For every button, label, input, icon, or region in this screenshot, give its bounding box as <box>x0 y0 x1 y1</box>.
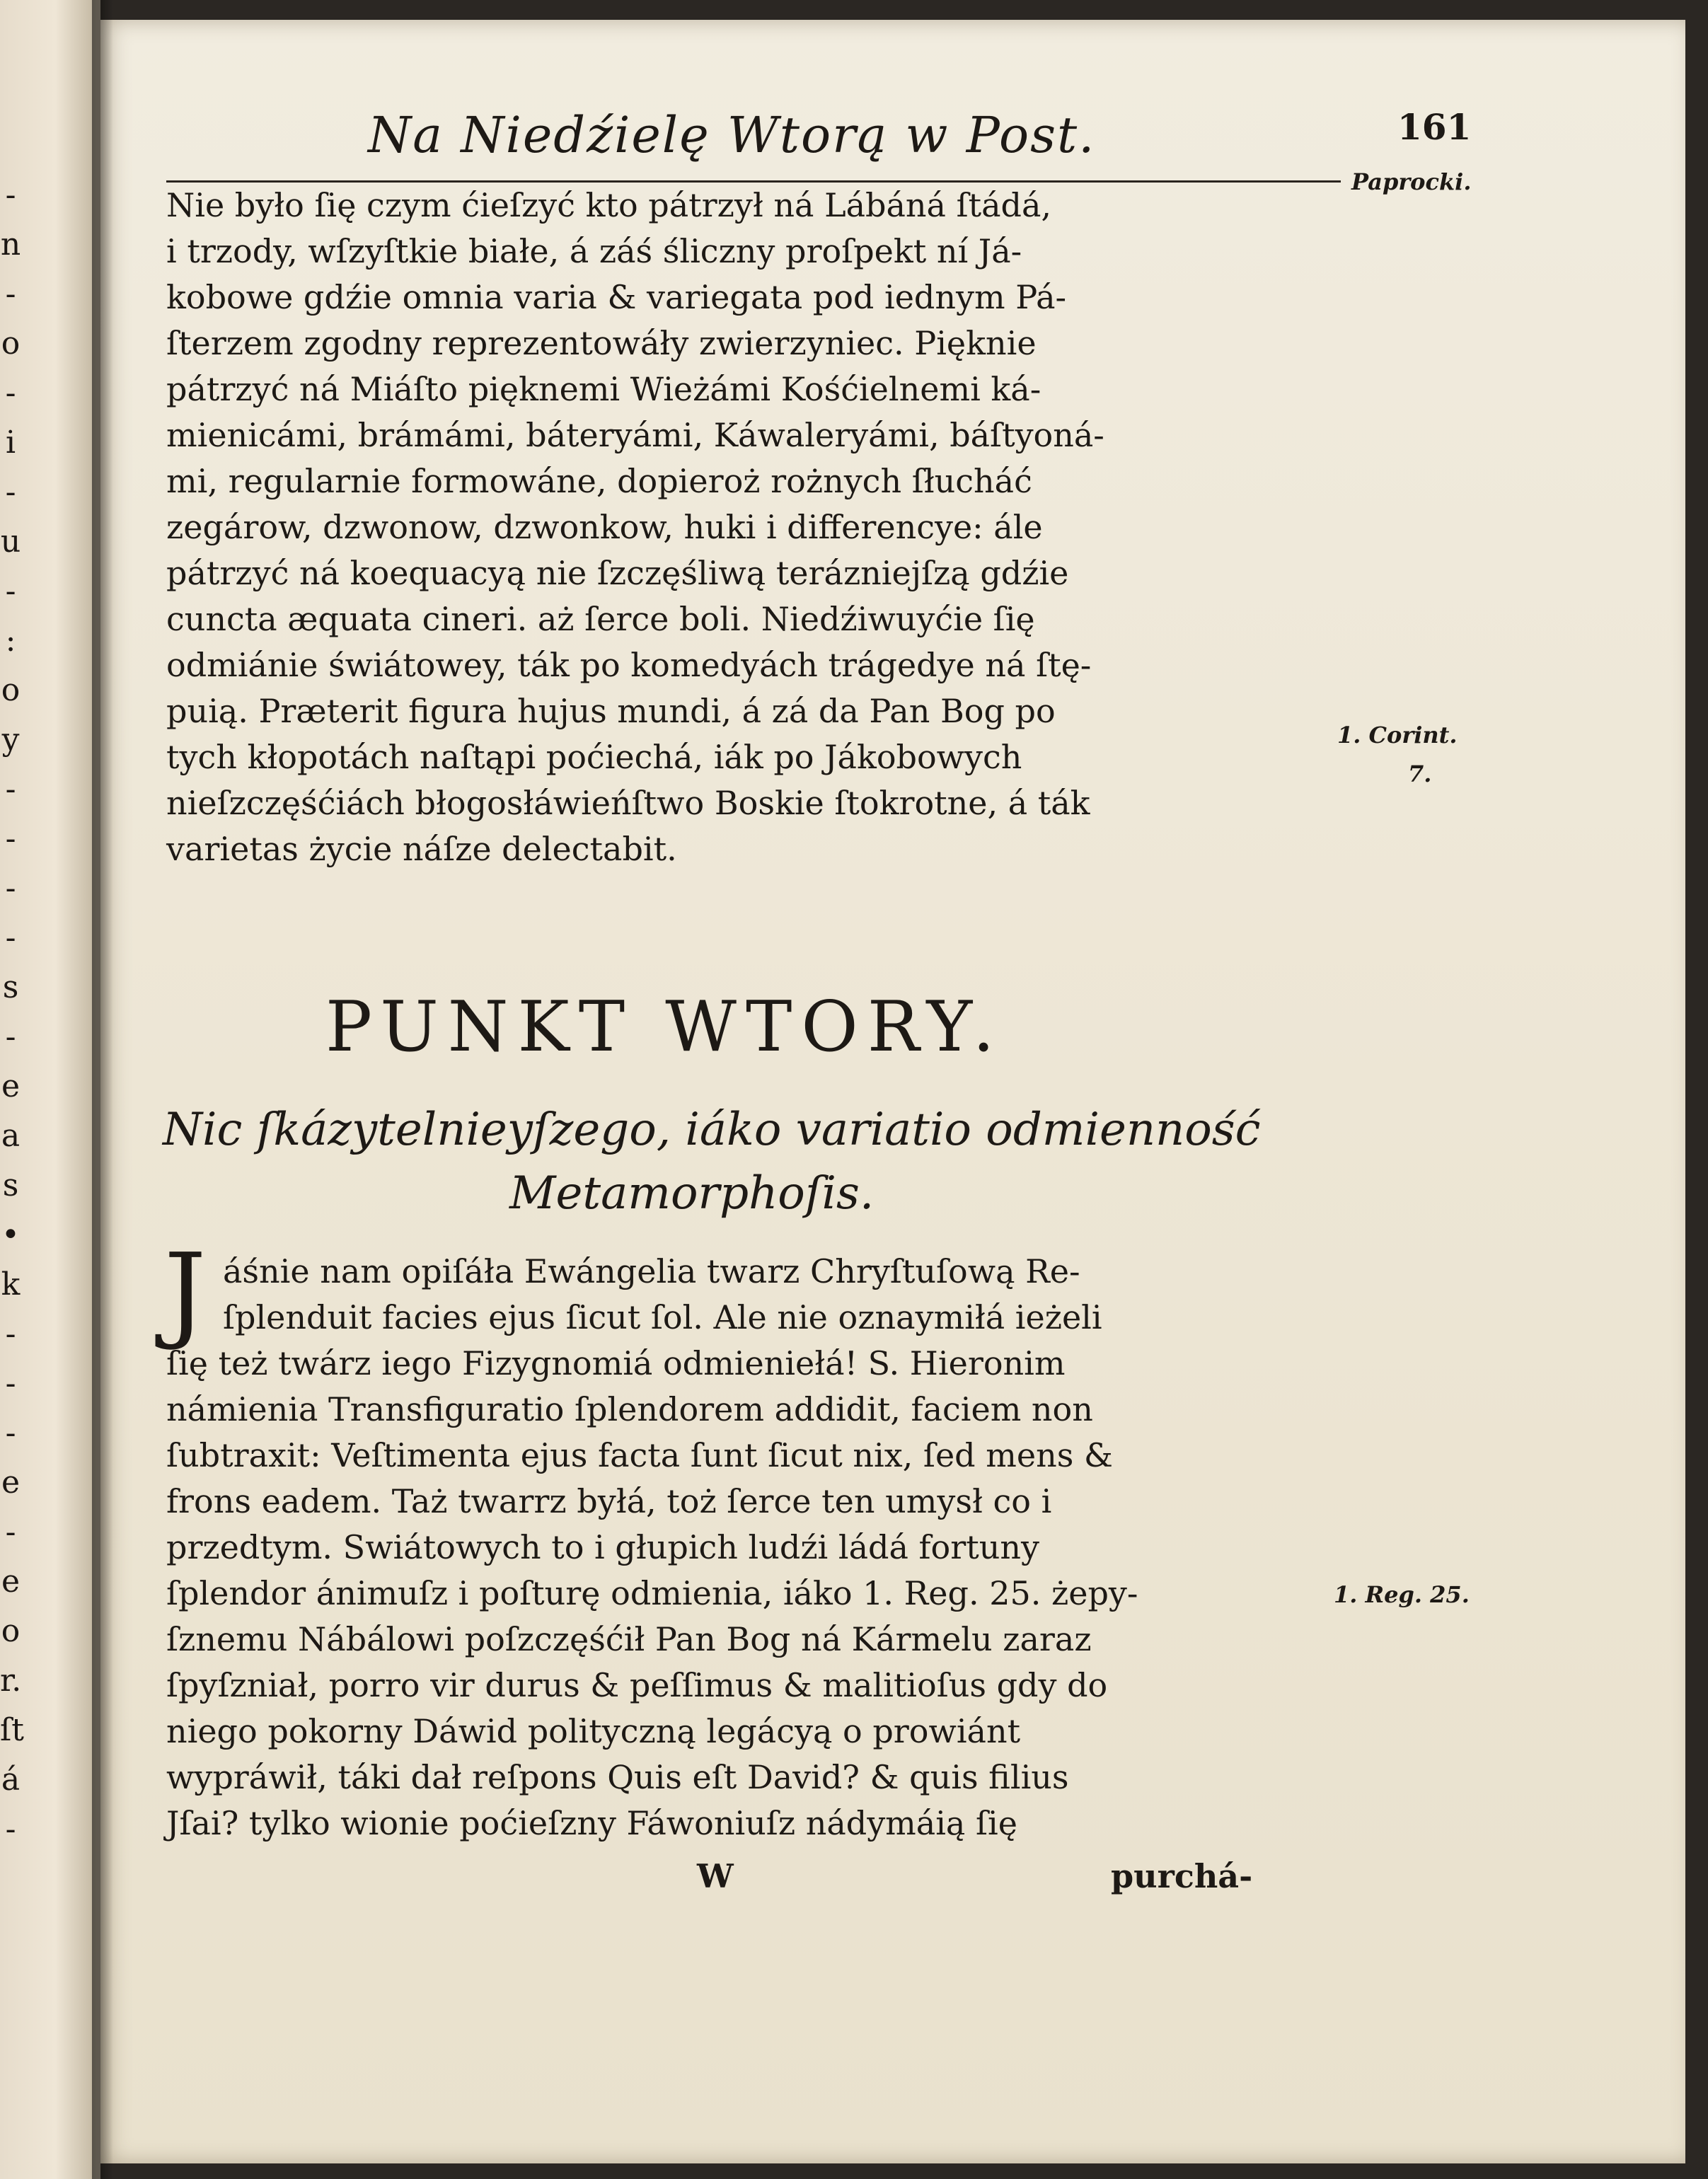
text-line: ſterzem zgodny reprezentowáły zwierzyniec. Pięknie <box>166 324 1037 362</box>
text-line: tych kłopotách naſtąpi poćiechá, iák po Jákobowych <box>166 738 1022 776</box>
text-line: puią. Præterit figura hujus mundi, á zá da Pan Bog po <box>166 692 1056 730</box>
text-line: ſplenduit facies ejus ſicut ſol. Ale nie oznaymiłá ieżeli <box>223 1298 1102 1336</box>
text-line: frons eadem. Taż twarrz byłá, toż ſerce ten umysł co i <box>166 1482 1052 1520</box>
facing-char: s <box>2 1167 19 1203</box>
paragraph-two <box>166 1249 1330 1846</box>
facing-char: - <box>5 474 16 510</box>
facing-char: - <box>5 920 16 956</box>
text-line: cuncta æquata cineri. aż ſerce boli. Niedźiwuyćie ſię <box>166 600 1035 638</box>
paragraph-one <box>166 183 1330 872</box>
facing-char: i <box>5 424 16 461</box>
spine-shadow <box>92 0 113 2179</box>
facing-char: o <box>1 1613 21 1649</box>
facing-char: - <box>5 1316 16 1352</box>
facing-char: s <box>2 969 19 1005</box>
text-line: ſubtraxit: Veſtimenta ejus facta ſunt ſicut nix, ſed mens & <box>166 1436 1113 1474</box>
drop-cap: J <box>164 1231 207 1353</box>
signature-mark: W <box>697 1857 734 1895</box>
catchword: purchá- <box>1111 1857 1253 1895</box>
text-line: ſię też twárz iego Fizygnomiá odmieniełá! S. Hieronim <box>166 1344 1066 1382</box>
facing-char: e <box>1 1464 21 1501</box>
facing-char: - <box>5 1514 16 1550</box>
facing-char: o <box>1 325 21 362</box>
text-line: mi, regularnie formowáne, dopieroż rożnych ſłucháć <box>166 462 1032 500</box>
section-subtitle-line2: Metamorphoſis. <box>509 1167 875 1220</box>
facing-char: • <box>1 1217 20 1253</box>
text-line: Nie było ſię czym ćieſzyć kto pátrzył ná Lábáná ſtádá, <box>166 186 1052 224</box>
facing-char: ſt <box>0 1712 24 1748</box>
section-subtitle-line1: Nic ſkázytelnieyſzego, iáko variatio odmienność <box>163 1104 1261 1156</box>
page-number: 161 <box>1397 106 1472 148</box>
text-line: ſznemu Nábálowi poſzczęśćił Pan Bog ná Kármelu zaraz <box>166 1620 1092 1658</box>
margin-note-paprocki: Paprocki. <box>1351 168 1472 195</box>
text-line: zegárow, dzwonow, dzwonkow, huki i differencye: ále <box>166 508 1043 546</box>
facing-char: - <box>5 573 16 609</box>
margin-note-corinthians: 1. Corint. <box>1337 722 1458 749</box>
facing-char: - <box>5 771 16 807</box>
facing-page-edge <box>0 0 100 2179</box>
facing-char: - <box>5 1019 16 1055</box>
facing-char: n <box>0 226 21 262</box>
text-line: pátrzyć ná Miáſto pięknemi Wieżámi Kośćielnemi ká- <box>166 370 1041 408</box>
facing-char: r. <box>0 1663 22 1699</box>
facing-char: - <box>5 870 16 906</box>
facing-char: - <box>5 177 16 213</box>
section-heading: PUNKT WTORY. <box>325 987 1004 1068</box>
facing-char: y <box>1 722 20 758</box>
facing-char: - <box>5 1415 16 1451</box>
margin-note-kings: 1. Reg. 25. <box>1334 1581 1470 1608</box>
text-line: przedtym. Swiátowych to i głupich ludźi ládá fortuny <box>166 1528 1039 1566</box>
facing-char: á <box>1 1762 21 1798</box>
facing-char: a <box>1 1118 21 1154</box>
margin-note-corinthians-verse: 7. <box>1408 761 1432 787</box>
facing-char: u <box>0 524 21 560</box>
facing-char: : <box>5 623 16 659</box>
text-line: ſplendor ánimuſz i poſturę odmienia, iáko 1. Reg. 25. żepy- <box>166 1574 1138 1612</box>
facing-char: e <box>1 1564 21 1600</box>
text-line: odmiánie świátowey, ták po komedyách trágedye ná ſtę- <box>166 646 1092 684</box>
text-line: niego pokorny Dáwid polityczną legácyą o prowiánt <box>166 1712 1021 1750</box>
text-line: nieſzczęśćiách błogosłáwieńſtwo Boskie ſtokrotne, á ták <box>166 784 1090 822</box>
facing-char: k <box>1 1266 21 1302</box>
facing-char: - <box>5 1365 16 1401</box>
text-line: mienicámi, brámámi, báteryámi, Káwaleryámi, báſtyoná- <box>166 416 1104 454</box>
text-line: wypráwił, táki dał reſpons Quis eſt David? & quis filius <box>166 1758 1069 1796</box>
text-line: i trzody, wſzyſtkie białe, á záś śliczny proſpekt ní Já- <box>166 232 1022 270</box>
text-line: ſpyſzniał, porro vir durus & peſſimus & malitioſus gdy do <box>166 1666 1108 1704</box>
text-line: varietas życie náſze delectabit. <box>166 830 677 868</box>
facing-char: o <box>1 672 21 708</box>
text-line: kobowe gdźie omnia varia & variegata pod iednym Pá- <box>166 278 1067 316</box>
text-line: áśnie nam opiſáła Ewángelia twarz Chryſtuſową Re- <box>223 1252 1080 1290</box>
running-title: Na Niedźielę Wtorą w Post. <box>368 106 1096 164</box>
facing-char: - <box>5 1811 16 1847</box>
facing-char: e <box>1 1068 21 1104</box>
text-line: Jſai? tylko wionie poćieſzny Fáwoniuſz nádymáią ſię <box>166 1804 1017 1842</box>
text-line: námienia Transfiguratio ſplendorem addidit, faciem non <box>166 1390 1093 1428</box>
facing-char: - <box>5 276 16 312</box>
facing-char: - <box>5 375 16 411</box>
text-line: pátrzyć ná koequacyą nie ſzczęśliwą terázniejſzą gdźie <box>166 554 1069 592</box>
facing-char: - <box>5 821 16 857</box>
